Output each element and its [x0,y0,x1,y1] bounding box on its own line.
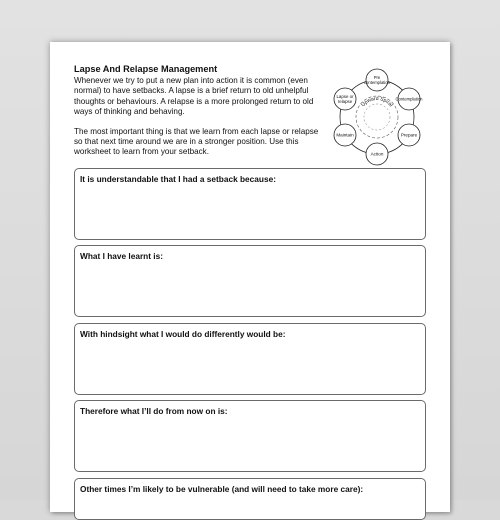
setback-reason-box[interactable] [74,168,426,240]
intro-paragraph-1: Whenever we try to put a new plan into action it is common (even normal) to have setbacks. A lapse is a brief return to old unhelpful thoughts or behaviours. A relapse is a more prolonged return to old ways of thinking and behaving. [74,76,314,117]
from-now-on-label: Therefore what I’ll do from now on is: [80,406,228,416]
stage-lapse-or-relapse [334,88,356,110]
vulnerable-times-label: Other times I’m likely to be vulnerable (and will need to take more care): [80,484,364,494]
svg-text:Contemplation: Contemplation [395,96,423,102]
from-now-on-box[interactable] [74,400,426,472]
svg-text:Action: Action [370,151,384,157]
spiral-ring-inner [364,104,390,130]
stages-of-change-diagram [322,62,432,172]
svg-text:relapse: relapse [337,99,353,104]
stage-prepare [398,124,420,146]
learnt-label: What I have learnt is: [80,251,163,261]
setback-reason-label: It is understandable that I had a setback because: [80,174,276,184]
intro-paragraph-2: The most important thing is that we learn from each lapse or relapse so that next time around we are in a stronger position. Use this worksheet to learn from your setback. [74,126,319,157]
vulnerable-times-box[interactable] [74,478,426,520]
stage-contemplation [395,88,423,110]
hindsight-box[interactable] [74,323,426,395]
worksheet-title: Lapse And Relapse Management [74,64,218,74]
svg-text:Prepare: Prepare [400,132,418,138]
stage-maintain [334,124,356,146]
svg-text:Pre: Pre [373,75,381,80]
svg-text:Maintain: Maintain [336,132,354,138]
hindsight-label: With hindsight what I would do differently would be: [80,329,286,339]
svg-text:contemplation: contemplation [363,80,391,85]
stage-action [366,143,388,165]
stage-precontemplation [364,69,391,91]
learnt-box[interactable] [74,245,426,317]
spiral-label: Upward Spiral [360,95,394,109]
worksheet-page [50,42,450,512]
intro-text [74,76,329,167]
svg-text:Lapse or: Lapse or [336,94,354,99]
svg-text:Upward Spiral [360,96,393,108]
